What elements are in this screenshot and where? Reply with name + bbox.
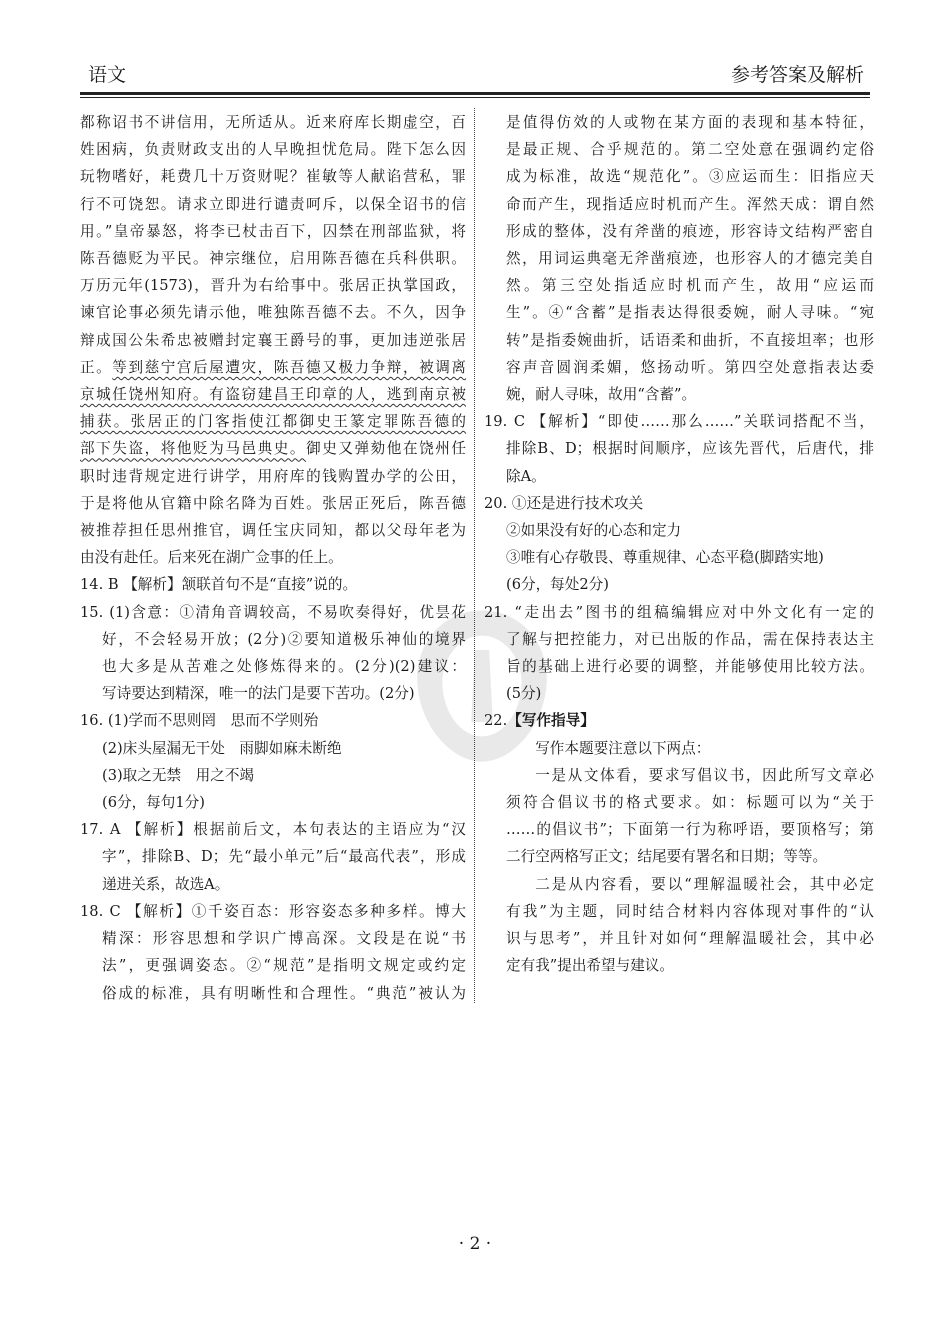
line-text: 然。第三空处指适应时机而产生，故用“应运而 [506,277,874,295]
line-text: 16. (1)学而不思则罔 思而不学则殆 [80,712,319,730]
text-line [80,762,466,789]
line-text: 职时违背规定进行讲学，用府库的钱购置办学的公田， [80,467,466,485]
line-text: 也大多是从苦难之处修炼得来的。(2分)(2)建议： [102,658,466,676]
text-line [80,435,466,462]
line-text: 19. C 【解析】“即使……那么……”关联词搭配不当， [484,413,874,431]
header-rule-thick [80,92,870,95]
line-text: 有我”为主题，同时结合材料内容体现对事件的“认 [506,902,874,920]
line-text: 除A。 [506,467,546,485]
line-text: 都称诏书不讲信用，无所适从。近来府库长期虚空，百 [80,114,466,131]
text-line [484,354,874,381]
answer-column-right [484,109,874,980]
line-text: 形成的整体，没有斧凿的痕迹，形容诗文结构严密自 [506,222,874,240]
text-line [80,463,466,490]
wavy-underlined-text: 捕获。张居正的门客指使江都御史王篆定罪陈吾德的 [80,413,466,431]
text-line [484,898,874,925]
line-text: 于是将他从官籍中除名降为百姓。张居正死后，陈吾德 [80,494,466,512]
text-line [80,735,466,762]
text-line [80,354,466,381]
text-line [80,816,466,843]
line-text: 22. [484,712,508,730]
text-line [80,299,466,326]
text-line [80,408,466,435]
text-line [484,871,874,898]
line-text: 生”。④“含蓄”是指表达得很委婉，耐人寻味。“宛 [506,304,874,322]
line-text: 写作本题要注意以下两点： [535,739,711,757]
text-line [484,435,874,462]
text-line [80,544,466,571]
text-line [80,490,466,517]
text-line [80,245,466,272]
text-line [484,843,874,870]
text-line [484,463,874,490]
line-text: 好，不会轻易开放；(2分)②要知道极乐神仙的境界 [102,630,466,648]
text-line [80,381,466,408]
line-text: 识与思考”，并且针对如何“理解温暖社会，其中必 [506,930,874,948]
text-line [80,680,466,707]
line-text: 旨的基础上进行必要的调整，并能够使用比较方法。 [506,658,874,676]
text-line [484,109,874,136]
text-line [484,735,874,762]
line-text: 法”，更强调姿态。②“规范”是指明文规定或约定 [102,957,466,975]
line-text: 由没有赴任。后来死在湖广佥事的任上。 [80,549,343,567]
wavy-underlined-text: 部下失盗，将他贬为马邑典史。 [80,440,307,458]
line-text: 18. C 【解析】①千姿百态：形容姿态多种多样。博大 [80,902,466,920]
section-heading: 【写作指导】 [507,712,595,730]
line-text: 容声音圆润柔媚，悠扬动听。第四空处意指表达委 [506,358,874,376]
text-line [80,109,466,136]
line-text: 俗成的标准，具有明晰性和合理性。“典范”被认为 [102,984,466,1002]
text-line [80,599,466,626]
line-text: 行不可饶恕。请求立即进行谴责呵斥，以保全诏书的信 [80,195,466,213]
text-line [80,626,466,653]
text-line [484,925,874,952]
text-line [484,626,874,653]
text-line [484,571,874,598]
header-subject: 语文 [88,64,127,86]
line-text: (2)床头屋漏无干处 雨脚如麻未断绝 [102,739,342,757]
line-text: 字”，排除B、D；先“最小单元”后“最高代表”，形成 [102,848,466,866]
line-text: 然，用词运典毫无斧凿痕迹，也形容人的才德完美自 [506,250,874,268]
line-text: 命而产生，现指适应时机而产生。浑然天成：谓自然 [506,195,874,213]
text-line [484,408,874,435]
line-text: 陈吾德贬为平民。神宗继位，启用陈吾德在兵科供职。 [80,250,466,268]
line-text: 辩成国公朱希忠被赠封定襄王爵号的事，更加违逆张居 [80,331,466,349]
line-text: 了解与把控能力，对已出版的作品，需在保持表达主 [506,630,874,648]
text-line [484,327,874,354]
text-line [484,544,874,571]
text-line [484,490,874,517]
text-line [484,762,874,789]
line-text: 用。”皇帝暴怒，将李已杖击百下，囚禁在刑部监狱，将 [80,222,466,240]
text-line [80,952,466,979]
text-line [484,789,874,816]
text-line [80,571,466,598]
line-text: 御史又弹劾他在饶州任 [306,440,466,458]
text-line [484,952,874,979]
column-divider [474,108,475,1003]
text-line [484,381,874,408]
line-text: 二行空两格写正文；结尾要有署名和日期；等等。 [506,848,828,866]
text-line [484,299,874,326]
line-text: (6分，每处2分) [506,576,609,594]
line-text: 15. (1)含意：①清角音调较高，不易吹奏得好，优昙花 [80,603,466,621]
line-text: 玩物嗜好，耗费几十万资财呢？崔敏等人献谄营私，罪 [80,168,466,186]
line-text: 被推荐担任思州推官，调任宝庆同知，都以父母年老为 [80,522,466,540]
text-line [80,191,466,218]
line-text: 精深：形容思想和学识广博高深。文段是在说“书 [102,930,466,948]
page-number: · 2 · [458,1234,492,1254]
line-text: 21. “走出去”图书的组稿编辑应对中外文化有一定的 [484,603,874,621]
line-text: 谏官论事必须先请示他，唯独陈吾德不去。不久，因争 [80,304,466,322]
line-text: 递进关系，故选A。 [102,875,230,893]
line-text: 万历元年(1573)，晋升为右给事中。张居正执掌国政， [80,277,466,295]
line-text: 定有我”提出希望与建议。 [506,957,674,975]
wavy-underlined-text: 等到慈宁宫后屋遭灾，陈吾德又极力争辩，被调离 [112,358,466,376]
text-line [80,871,466,898]
text-line [484,136,874,163]
line-text: 二是从内容看，要以“理解温暖社会，其中必定 [535,875,874,893]
text-line [80,136,466,163]
text-line [80,218,466,245]
text-line [484,272,874,299]
text-line [80,925,466,952]
line-text: 婉，耐人寻味，故用“含蓄”。 [506,386,697,404]
text-line [80,898,466,925]
text-line [80,163,466,190]
text-line [484,191,874,218]
text-line [80,843,466,870]
line-text: 写诗要达到精深，唯一的法门是要下苦功。(2分) [102,685,415,703]
line-text: 20. ①还是进行技术攻关 [484,494,644,512]
line-text: ……的倡议书”；下面第一行为称呼语，要顶格写；第 [506,821,874,839]
text-line [484,816,874,843]
text-line [484,218,874,245]
text-line [80,980,466,1007]
answer-column-left [80,109,466,1007]
line-text: 17. A 【解析】根据前后文，本句表达的主语应为“汉 [80,821,466,839]
text-line [484,517,874,544]
line-text: 14. B 【解析】颔联首句不是“直接”说的。 [80,576,358,594]
line-text: (6分，每句1分) [102,794,205,812]
line-text: ②如果没有好的心态和定力 [506,522,682,540]
line-text: 须符合倡议书的格式要求。如：标题可以为“关于 [506,794,874,812]
line-text: 一是从文体看，要求写倡议书，因此所写文章必 [535,766,874,784]
line-text: 成为标准，故选“规范化”。③应运而生：旧指应天 [506,168,874,186]
text-line [484,245,874,272]
line-text: 是值得仿效的人或物在某方面的表现和基本特征， [506,114,874,131]
line-text: 姓困病，负责财政支出的人早晚担忧危局。陛下怎么因 [80,141,466,159]
text-line [484,653,874,680]
line-text: (5分) [506,685,542,703]
line-text: ③唯有心存敬畏、尊重规律、心态平稳(脚踏实地) [506,549,824,567]
line-text: (3)取之无禁 用之不竭 [102,766,255,784]
header-rule-thin [80,97,870,98]
line-text: 转”是指委婉曲折，话语柔和曲折，不直接坦率；也形 [506,331,874,349]
text-line [484,599,874,626]
text-line [80,272,466,299]
text-line [80,653,466,680]
text-line [80,517,466,544]
header-doc-title: 参考答案及解析 [730,64,864,86]
line-text: 正。 [80,358,113,376]
line-text: 排除B、D；根据时间顺序，应该先晋代，后唐代，排 [506,440,874,458]
line-text: 是最正规、合乎规范的。第二空处意在强调约定俗 [506,141,874,159]
text-line [484,163,874,190]
wavy-underlined-text: 京城任饶州知府。有盗窃建昌王印章的人，逃到南京被 [80,386,466,404]
text-line [484,707,874,734]
text-line [80,707,466,734]
text-line [80,789,466,816]
text-line [80,327,466,354]
text-line [484,680,874,707]
